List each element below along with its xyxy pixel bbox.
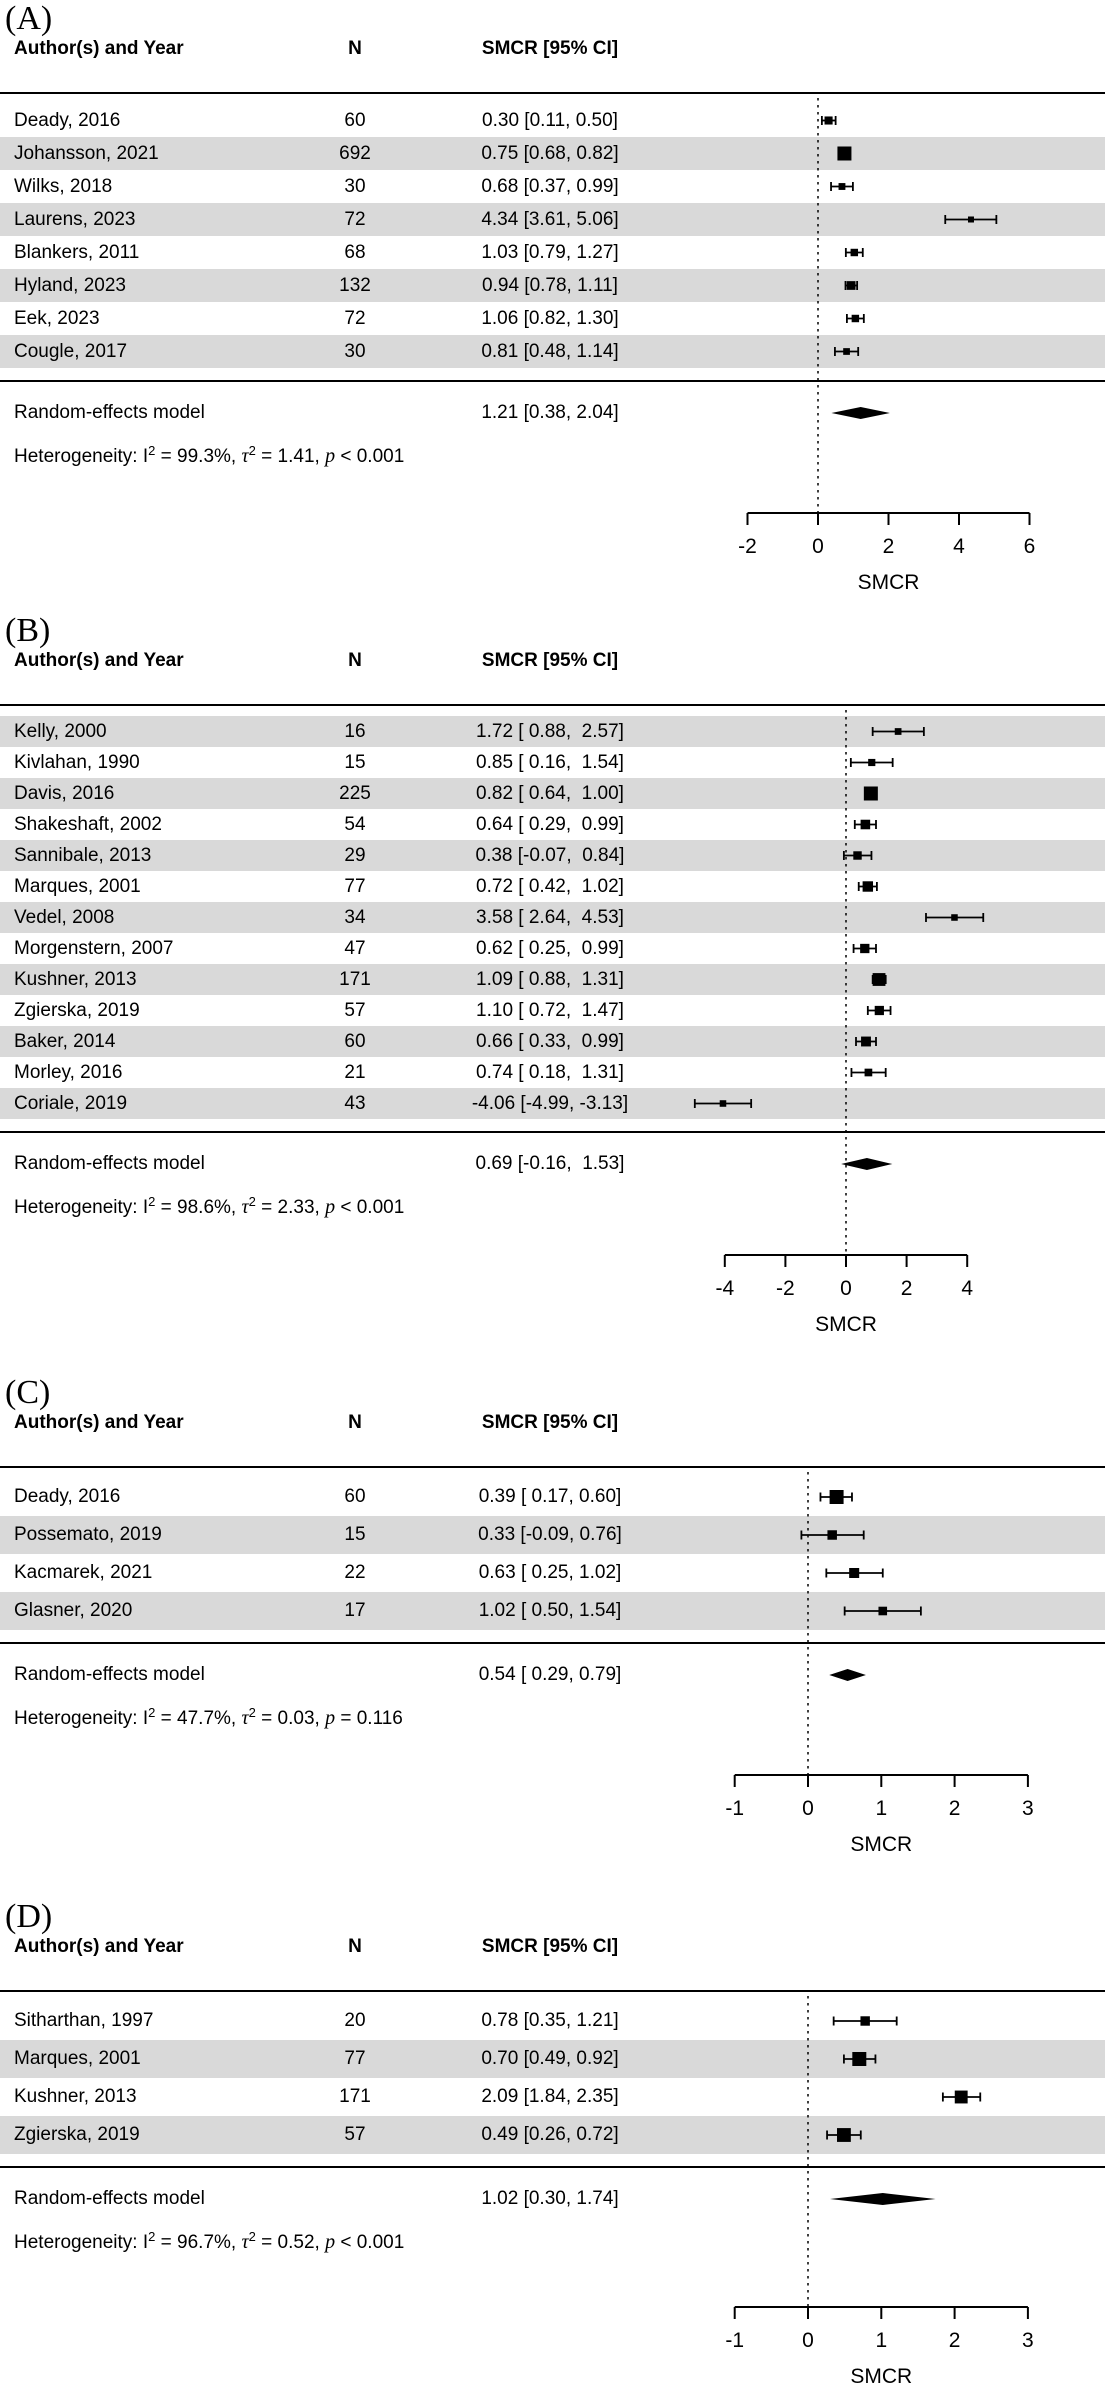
study-row — [0, 902, 1105, 933]
het-i2-sup: 2 — [148, 1194, 156, 1209]
summary-label: Random-effects model — [14, 1153, 205, 1174]
study-n: 29 — [344, 845, 366, 866]
study-effect: 0.70 [0.49, 0.92] — [481, 2048, 619, 2069]
het-tau-symbol: τ — [241, 1196, 249, 1218]
panel-label: (B) — [5, 612, 51, 649]
forest-panel-b — [0, 612, 1105, 1347]
study-n: 17 — [344, 1600, 366, 1621]
study-effect: 0.75 [0.68, 0.82] — [481, 143, 619, 164]
study-row — [0, 269, 1105, 302]
het-tau-symbol: τ — [241, 2231, 249, 2253]
axis-tick-label: 0 — [840, 1277, 852, 1300]
study-author: Zgierska, 2019 — [14, 2124, 140, 2145]
axis-tick-label: 4 — [953, 535, 965, 558]
study-row — [0, 335, 1105, 368]
study-n: 20 — [344, 2010, 366, 2031]
het-i2-value: = 96.7%, — [155, 2232, 242, 2253]
het-tau2-value: = 2.33, — [255, 1197, 326, 1218]
col-header-n: N — [348, 1412, 362, 1433]
study-author: Eek, 2023 — [14, 308, 100, 329]
study-row — [0, 1057, 1105, 1088]
study-author: Deady, 2016 — [14, 110, 121, 131]
study-row — [0, 1026, 1105, 1057]
axis-tick-label: 1 — [875, 1797, 888, 1820]
study-author: Morgenstern, 2007 — [14, 938, 174, 959]
study-author: Wilks, 2018 — [14, 176, 113, 197]
study-effect: -4.06 [-4.99, -3.13] — [471, 1093, 629, 1114]
study-n: 171 — [339, 969, 371, 990]
col-header-author: Author(s) and Year — [14, 1936, 184, 1957]
summary-effect: 0.69 [-0.16, 1.53] — [475, 1153, 625, 1174]
heterogeneity-text — [14, 436, 404, 466]
col-header-effect: SMCR [95% CI] — [481, 650, 619, 671]
summary-rule — [0, 2166, 1105, 2168]
axis-tick-label: -2 — [738, 535, 757, 558]
axis-tick-label: 0 — [802, 1797, 814, 1820]
axis-tick-label: 3 — [1022, 1797, 1034, 1820]
het-i2-sup: 2 — [148, 443, 156, 458]
axis-tick-label: 6 — [1023, 535, 1036, 558]
summary-effect: 1.02 [0.30, 1.74] — [481, 2188, 619, 2209]
study-effect: 0.68 [0.37, 0.99] — [481, 176, 619, 197]
study-row — [0, 871, 1105, 902]
study-n: 57 — [344, 2124, 366, 2145]
study-n: 22 — [344, 1562, 366, 1583]
study-row — [0, 170, 1105, 203]
col-header-author: Author(s) and Year — [14, 650, 184, 671]
study-n: 60 — [344, 110, 366, 131]
study-effect: 1.09 [ 0.88, 1.31] — [476, 969, 624, 990]
col-header-n: N — [348, 650, 362, 671]
study-n: 171 — [339, 2086, 371, 2107]
study-effect: 0.39 [ 0.17, 0.60] — [478, 1486, 622, 1507]
summary-label: Random-effects model — [14, 1664, 205, 1685]
study-effect: 0.64 [ 0.29, 0.99] — [476, 814, 624, 835]
summary-label: Random-effects model — [14, 2188, 205, 2209]
study-row — [0, 2040, 1105, 2078]
study-author: Davis, 2016 — [14, 783, 115, 804]
axis-tick-label: 1 — [875, 2329, 888, 2352]
axis-tick-label: 2 — [900, 1277, 913, 1300]
study-author: Vedel, 2008 — [14, 907, 115, 928]
het-p-value: < 0.001 — [335, 2232, 405, 2253]
col-header-effect: SMCR [95% CI] — [481, 1936, 619, 1957]
study-row — [0, 840, 1105, 871]
summary-row — [0, 1148, 1105, 1180]
study-author: Morley, 2016 — [14, 1062, 123, 1083]
axis-title: SMCR — [857, 571, 920, 594]
axis-title: SMCR — [850, 2365, 913, 2388]
axis-tick-label: 3 — [1022, 2329, 1034, 2352]
forest-panel-c — [0, 1374, 1105, 1867]
study-n: 692 — [339, 143, 371, 164]
study-effect: 1.02 [ 0.50, 1.54] — [478, 1600, 622, 1621]
axis-tick-label: 0 — [812, 535, 824, 558]
study-row — [0, 809, 1105, 840]
het-prefix: Heterogeneity: I — [14, 1708, 149, 1729]
study-author: Hyland, 2023 — [14, 275, 126, 296]
study-n: 21 — [344, 1062, 366, 1083]
study-n: 60 — [344, 1031, 366, 1052]
study-row — [0, 716, 1105, 747]
study-n: 68 — [344, 242, 366, 263]
het-i2-value: = 99.3%, — [155, 446, 242, 467]
col-header-author: Author(s) and Year — [14, 38, 184, 59]
het-i2-sup: 2 — [148, 1705, 156, 1720]
study-effect: 1.06 [0.82, 1.30] — [481, 308, 619, 329]
panel-label: (A) — [5, 0, 53, 37]
summary-rule — [0, 380, 1105, 382]
study-effect: 0.63 [ 0.25, 1.02] — [478, 1562, 622, 1583]
study-author: Coriale, 2019 — [14, 1093, 128, 1114]
study-effect: 0.82 [ 0.64, 1.00] — [476, 783, 624, 804]
summary-effect: 1.21 [0.38, 2.04] — [481, 402, 619, 423]
study-n: 16 — [344, 721, 366, 742]
het-tau-symbol: τ — [241, 1707, 249, 1729]
study-row — [0, 1516, 1105, 1554]
het-p-symbol: p — [325, 2231, 336, 2253]
het-p-symbol: p — [325, 445, 336, 467]
header-rule — [0, 1466, 1105, 1468]
study-effect: 3.58 [ 2.64, 4.53] — [476, 907, 624, 928]
study-row — [0, 302, 1105, 335]
study-effect: 0.38 [-0.07, 0.84] — [475, 845, 625, 866]
het-tau-sup: 2 — [248, 1705, 256, 1720]
forest-panel-d — [0, 1898, 1105, 2393]
het-i2-value: = 47.7%, — [155, 1708, 242, 1729]
study-row — [0, 778, 1105, 809]
panel-label: (C) — [5, 1374, 51, 1411]
study-effect: 2.09 [1.84, 2.35] — [481, 2086, 619, 2107]
het-tau-sup: 2 — [248, 2229, 256, 2244]
het-p-symbol: p — [325, 1707, 336, 1729]
study-n: 57 — [344, 1000, 366, 1021]
axis-tick-label: -2 — [776, 1277, 795, 1300]
study-row — [0, 747, 1105, 778]
study-row — [0, 1478, 1105, 1516]
summary-rule — [0, 1131, 1105, 1133]
study-effect: 0.66 [ 0.33, 0.99] — [476, 1031, 624, 1052]
study-effect: 1.10 [ 0.72, 1.47] — [476, 1000, 624, 1021]
study-effect: 0.49 [0.26, 0.72] — [481, 2124, 619, 2145]
het-p-symbol: p — [325, 1196, 336, 1218]
study-row — [0, 933, 1105, 964]
heterogeneity-text — [14, 2222, 404, 2252]
axis-tick-label: 2 — [948, 1797, 961, 1820]
het-p-value: < 0.001 — [335, 446, 405, 467]
study-n: 15 — [344, 1524, 366, 1545]
summary-label: Random-effects model — [14, 402, 205, 423]
study-effect: 1.72 [ 0.88, 2.57] — [476, 721, 624, 742]
study-n: 77 — [344, 876, 366, 897]
study-row — [0, 1592, 1105, 1630]
het-tau-sup: 2 — [248, 1194, 256, 1209]
study-row — [0, 964, 1105, 995]
study-author: Baker, 2014 — [14, 1031, 116, 1052]
forest-panel-a — [0, 0, 1105, 605]
summary-effect: 0.54 [ 0.29, 0.79] — [478, 1664, 622, 1685]
study-author: Johansson, 2021 — [14, 143, 159, 164]
study-row — [0, 2002, 1105, 2040]
study-effect: 0.72 [ 0.42, 1.02] — [476, 876, 624, 897]
header-rule — [0, 92, 1105, 94]
het-prefix: Heterogeneity: I — [14, 1197, 149, 1218]
axis-tick-label: 2 — [948, 2329, 961, 2352]
study-n: 47 — [344, 938, 366, 959]
axis-tick-label: 0 — [802, 2329, 814, 2352]
study-author: Deady, 2016 — [14, 1486, 121, 1507]
study-n: 72 — [344, 209, 366, 230]
col-header-effect: SMCR [95% CI] — [481, 1412, 619, 1433]
col-header-n: N — [348, 1936, 362, 1957]
study-n: 132 — [339, 275, 371, 296]
het-prefix: Heterogeneity: I — [14, 446, 149, 467]
study-effect: 1.03 [0.79, 1.27] — [481, 242, 619, 263]
axis-tick-label: -1 — [725, 1797, 745, 1820]
study-effect: 0.30 [0.11, 0.50] — [482, 110, 618, 131]
het-tau-symbol: τ — [241, 445, 249, 467]
study-effect: 0.62 [ 0.25, 0.99] — [476, 938, 624, 959]
panel-label: (D) — [5, 1898, 53, 1935]
study-row — [0, 104, 1105, 137]
study-author: Zgierska, 2019 — [14, 1000, 140, 1021]
study-effect: 0.33 [-0.09, 0.76] — [478, 1524, 622, 1545]
het-prefix: Heterogeneity: I — [14, 2232, 149, 2253]
study-effect: 0.74 [ 0.18, 1.31] — [476, 1062, 624, 1083]
study-row — [0, 203, 1105, 236]
study-n: 225 — [339, 783, 371, 804]
header-rule — [0, 1990, 1105, 1992]
study-effect: 4.34 [3.61, 5.06] — [481, 209, 619, 230]
header-rule — [0, 704, 1105, 706]
summary-row — [0, 2183, 1105, 2215]
study-n: 77 — [344, 2048, 366, 2069]
axis-tick-label: 4 — [961, 1277, 974, 1300]
study-author: Possemato, 2019 — [14, 1524, 162, 1545]
col-header-effect: SMCR [95% CI] — [481, 38, 619, 59]
study-row — [0, 236, 1105, 269]
summary-row — [0, 1659, 1105, 1691]
heterogeneity-text — [14, 1187, 404, 1217]
study-n: 54 — [344, 814, 366, 835]
summary-rule — [0, 1642, 1105, 1644]
het-tau2-value: = 0.52, — [255, 2232, 326, 2253]
het-tau-sup: 2 — [248, 443, 256, 458]
study-author: Marques, 2001 — [14, 876, 141, 897]
study-author: Marques, 2001 — [14, 2048, 141, 2069]
het-p-value: < 0.001 — [335, 1197, 405, 1218]
heterogeneity-text — [14, 1698, 403, 1728]
het-p-value: = 0.116 — [335, 1708, 403, 1729]
axis-title: SMCR — [850, 1833, 913, 1856]
study-author: Laurens, 2023 — [14, 209, 136, 230]
study-row — [0, 995, 1105, 1026]
study-author: Kelly, 2000 — [14, 721, 107, 742]
study-effect: 0.94 [0.78, 1.11] — [482, 275, 618, 296]
study-n: 72 — [344, 308, 366, 329]
axis-title: SMCR — [815, 1313, 877, 1336]
study-author: Sannibale, 2013 — [14, 845, 152, 866]
study-author: Cougle, 2017 — [14, 341, 128, 362]
col-header-author: Author(s) and Year — [14, 1412, 184, 1433]
study-n: 30 — [344, 341, 366, 362]
study-author: Kivlahan, 1990 — [14, 752, 140, 773]
summary-row — [0, 397, 1105, 429]
col-header-n: N — [348, 38, 362, 59]
study-author: Glasner, 2020 — [14, 1600, 133, 1621]
study-effect: 0.81 [0.48, 1.14] — [481, 341, 619, 362]
study-author: Kushner, 2013 — [14, 2086, 137, 2107]
study-row — [0, 2078, 1105, 2116]
study-n: 15 — [344, 752, 366, 773]
study-author: Sitharthan, 1997 — [14, 2010, 154, 2031]
study-effect: 0.85 [ 0.16, 1.54] — [476, 752, 624, 773]
het-tau2-value: = 0.03, — [255, 1708, 326, 1729]
study-n: 60 — [344, 1486, 366, 1507]
study-n: 34 — [344, 907, 366, 928]
axis-tick-label: 2 — [882, 535, 895, 558]
het-tau2-value: = 1.41, — [255, 446, 326, 467]
het-i2-value: = 98.6%, — [155, 1197, 242, 1218]
study-author: Blankers, 2011 — [14, 242, 140, 263]
axis-tick-label: -1 — [725, 2329, 745, 2352]
study-author: Shakeshaft, 2002 — [14, 814, 162, 835]
study-n: 30 — [344, 176, 366, 197]
study-n: 43 — [344, 1093, 366, 1114]
het-i2-sup: 2 — [148, 2229, 156, 2244]
study-author: Kushner, 2013 — [14, 969, 137, 990]
axis-tick-label: -4 — [715, 1277, 735, 1300]
study-row — [0, 137, 1105, 170]
study-row — [0, 1088, 1105, 1119]
study-row — [0, 1554, 1105, 1592]
study-row — [0, 2116, 1105, 2154]
study-effect: 0.78 [0.35, 1.21] — [481, 2010, 619, 2031]
study-author: Kacmarek, 2021 — [14, 1562, 153, 1583]
